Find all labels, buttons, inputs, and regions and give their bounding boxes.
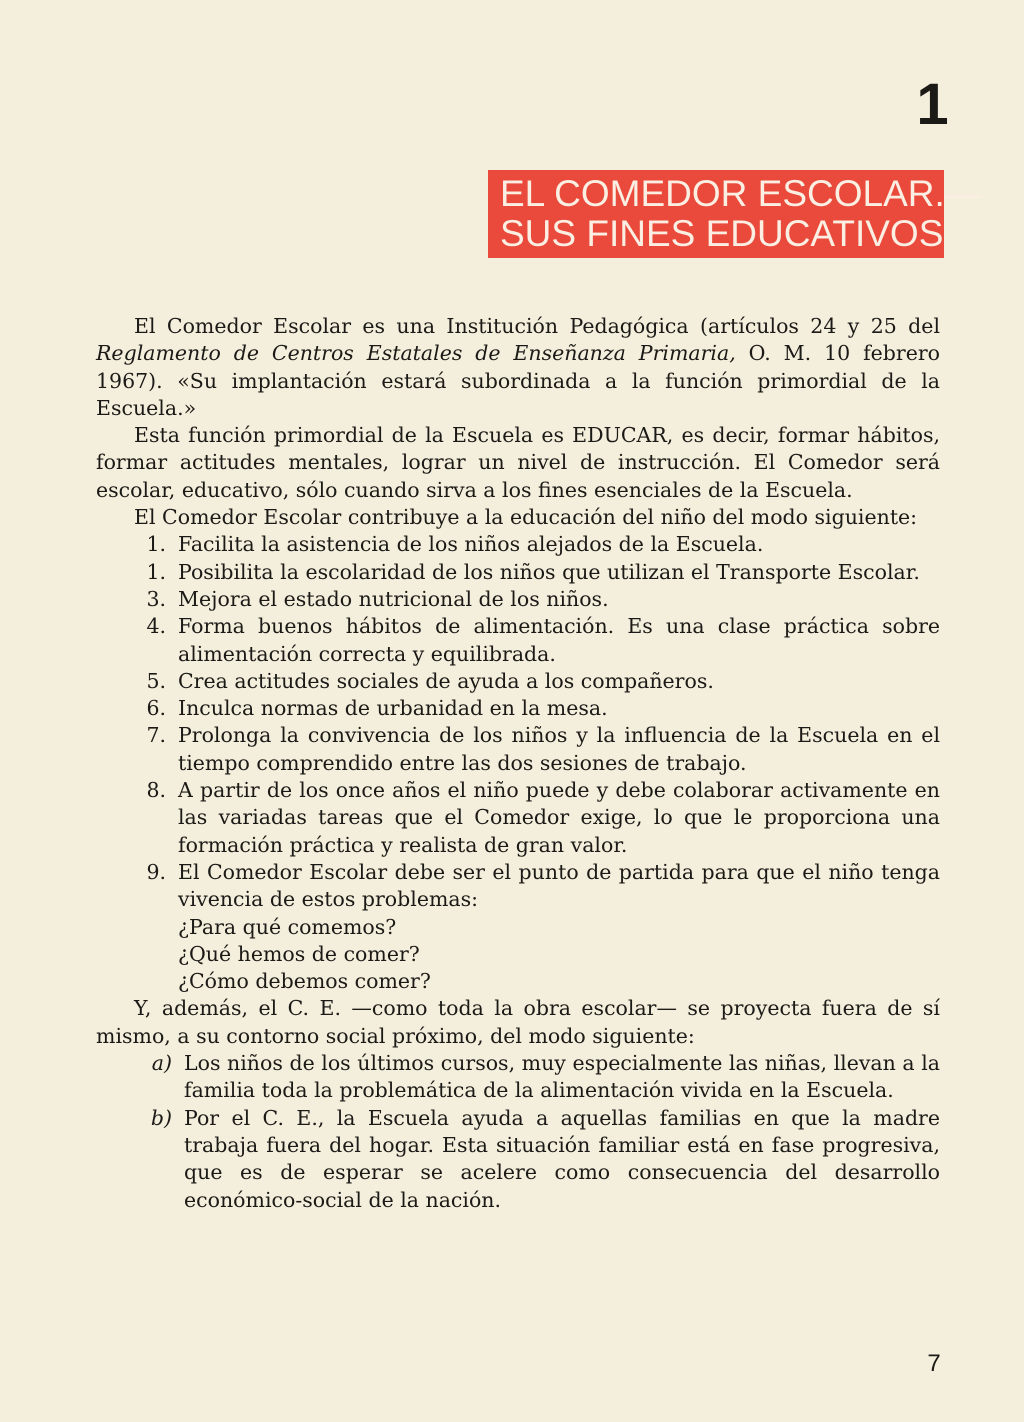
lettered-item-label: a) <box>151 1051 172 1076</box>
list-item <box>96 722 940 777</box>
list-item <box>96 777 940 859</box>
paragraph-intro <box>96 313 940 422</box>
paragraph-function: Esta función primordial de la Escuela es EDUCAR, es decir, formar hábitos, formar actitudes mentales, lograr un nivel de instrucción. El Comedor será escolar, educativo, sólo cuando sirva a los fines esenciales de la Escuela. <box>96 423 940 502</box>
list-item-number: 1. <box>146 532 166 557</box>
lettered-item <box>96 1050 940 1105</box>
list-item-text: Facilita la asistencia de los niños alejados de la Escuela. <box>178 532 764 557</box>
list-item-number: 5. <box>146 668 166 693</box>
list-item-number: 7. <box>146 723 166 748</box>
list-item-text: Mejora el estado nutricional de los niños. <box>178 586 609 611</box>
paragraph-intro-a: El Comedor Escolar es una Institución Pedagógica (artículos 24 y 25 del <box>134 314 940 338</box>
list-item-text: Inculca normas de urbanidad en la mesa. <box>178 696 608 721</box>
list-item <box>96 613 940 668</box>
list-item <box>96 859 940 914</box>
question: ¿Cómo debemos comer? <box>178 969 431 994</box>
question: ¿Para qué comemos? <box>178 914 397 939</box>
list-item-number: 3. <box>146 586 166 611</box>
list-item-text: Forma buenos hábitos de alimentación. Es una clase práctica sobre alimentación correcta y equilibrada. <box>178 614 940 666</box>
list-item-text: Posibilita la escolaridad de los niños que utilizan el Transporte Escolar. <box>178 559 920 584</box>
chapter-number: 1 <box>916 72 949 137</box>
list-item <box>96 668 940 695</box>
list-item <box>96 559 940 586</box>
chapter-title-line-1: EL COMEDOR ESCOLAR.— <box>500 173 982 214</box>
list-item-number: 8. <box>146 778 166 803</box>
list-item-text: El Comedor Escolar debe ser el punto de partida para que el niño tenga vivencia de estos problemas: <box>178 859 940 912</box>
list-item <box>96 695 940 722</box>
list-item-number: 1. <box>146 559 166 584</box>
list-item-number: 6. <box>146 696 166 721</box>
list-item-text: A partir de los once años el niño puede y debe colaborar activamente en las variadas tareas que el Comedor exige, lo que le proporciona una formación práctica y realista de gran valor. <box>178 778 940 857</box>
list-item <box>96 531 940 558</box>
lettered-item-text: Los niños de los últimos cursos, muy especialmente las niñas, llevan a la familia toda la problemática de la alimentación vivida en la Escuela. <box>184 1051 940 1103</box>
lettered-item-text: Por el C. E., la Escuela ayuda a aquellas familias en que la madre trabaja fuera del hogar. Esta situación familiar está en fase progresiva, que es de esperar se acelere como consecuencia del desarrollo económico-social de la nación. <box>184 1105 940 1212</box>
list-item-number: 4. <box>146 614 166 639</box>
paragraph-social-projection: Y, además, el C. E. —como toda la obra escolar— se proyecta fuera de sí mismo, a su contorno social próximo, del modo siguiente: <box>96 996 940 1048</box>
chapter-title-banner <box>488 170 982 258</box>
question: ¿Qué hemos de comer? <box>178 941 420 966</box>
list-item <box>96 586 940 613</box>
page-number: 7 <box>927 1350 941 1377</box>
list-item-number: 9. <box>146 859 166 884</box>
body-text <box>96 313 940 1214</box>
paragraph-intro-b: O. M. 10 febrero 1967). «Su implantación estará subordinada a la función primordial de la Escuela.» <box>96 341 940 420</box>
paragraph-contribution: El Comedor Escolar contribuye a la educación del niño del modo siguiente: <box>134 505 918 530</box>
lettered-item-label: b) <box>150 1105 172 1130</box>
list-item-text: Crea actitudes sociales de ayuda a los compañeros. <box>178 668 714 693</box>
lettered-item <box>96 1105 940 1214</box>
list-item-text: Prolonga la convivencia de los niños y la influencia de la Escuela en el tiempo comprendido entre las dos sesiones de trabajo. <box>178 723 940 775</box>
regulation-title: Reglamento de Centros Estatales de Enseñanza Primaria, <box>96 341 736 366</box>
chapter-title-line-2: SUS FINES EDUCATIVOS <box>500 213 944 254</box>
